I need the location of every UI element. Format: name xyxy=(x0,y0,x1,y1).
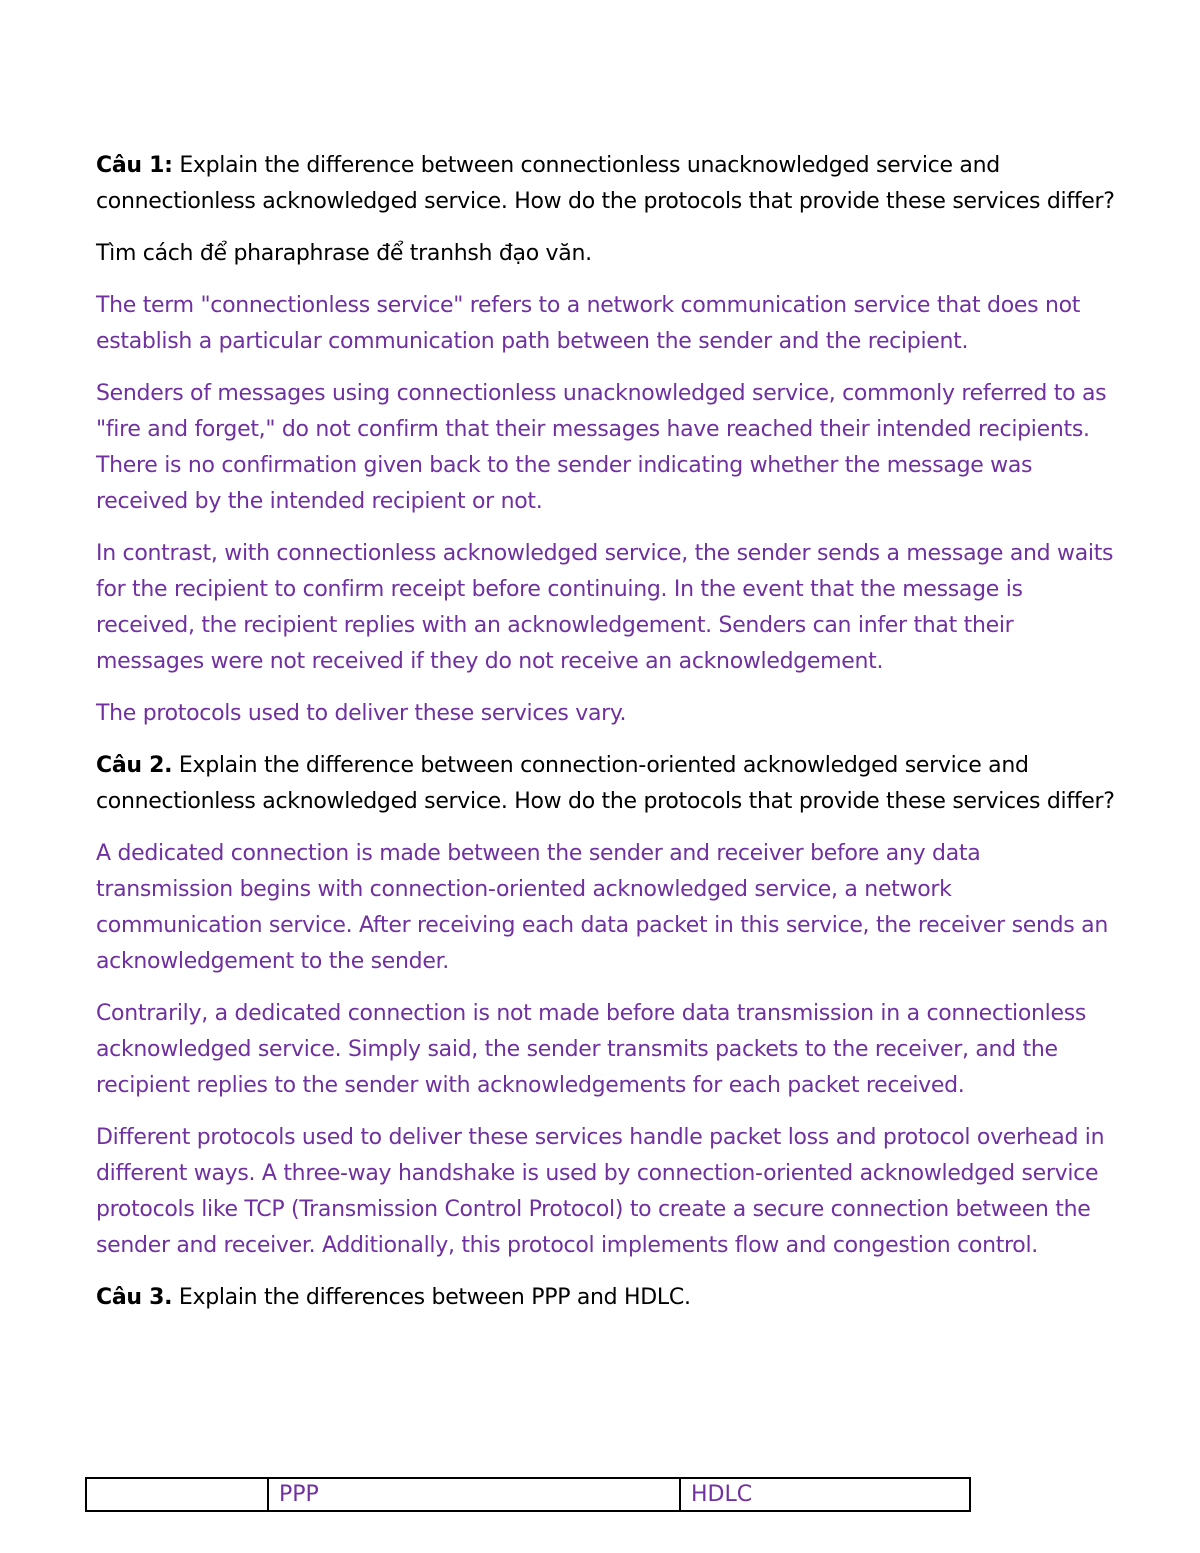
table-header-hdlc: HDLC xyxy=(680,1478,970,1511)
document-body xyxy=(96,148,1116,1332)
question-3-label: Câu 3. xyxy=(96,1285,173,1310)
answer-2-paragraph-3: Different protocols used to deliver these services handle packet loss and protocol overhead in different ways. A three-way handshake is used by connection-oriented acknowledged service protocols like TCP (Transmission Control Protocol) to create a secure connection between the sender and receiver. Additionally, this protocol implements flow and congestion control. xyxy=(96,1125,1105,1258)
question-1 xyxy=(96,148,1116,220)
paraphrase-note: Tìm cách để pharaphrase để tranhsh đạo văn. xyxy=(96,241,592,266)
table-header-empty-cell xyxy=(86,1478,268,1511)
answer-1-paragraph-2: Senders of messages using connectionless unacknowledged service, commonly referred to as "fire and forget," do not confirm that their messages have reached their intended recipients. There is no confirmation given back to the sender indicating whether the message was received by the intended recipient or not. xyxy=(96,381,1107,514)
question-1-label: Câu 1: xyxy=(96,153,173,178)
table-header-ppp: PPP xyxy=(268,1478,680,1511)
question-1-text: Explain the difference between connectionless unacknowledged service and connectionless acknowledged service. How do the protocols that provide these services differ? xyxy=(96,153,1115,214)
answer-1-paragraph-1: The term "connectionless service" refers to a network communication service that does not establish a particular communication path between the sender and the recipient. xyxy=(96,293,1081,354)
answer-2-paragraph-2: Contrarily, a dedicated connection is not made before data transmission in a connectionless acknowledged service. Simply said, the sender transmits packets to the receiver, and the recipient replies to the sender with acknowledgements for each packet received. xyxy=(96,1001,1087,1098)
answer-2-paragraph-1: A dedicated connection is made between the sender and receiver before any data transmission begins with connection-oriented acknowledged service, a network communication service. After receiving each data packet in this service, the receiver sends an acknowledgement to the sender. xyxy=(96,841,1108,974)
question-2-label: Câu 2. xyxy=(96,753,173,778)
question-3 xyxy=(96,1280,1116,1316)
answer-1-paragraph-3: In contrast, with connectionless acknowledged service, the sender sends a message and waits for the recipient to confirm receipt before continuing. In the event that the message is received, the recipient replies with an acknowledgement. Senders can infer that their messages were not received if they do not receive an acknowledgement. xyxy=(96,541,1114,674)
question-3-text: Explain the differences between PPP and HDLC. xyxy=(172,1285,691,1310)
answer-1-paragraph-4: The protocols used to deliver these services vary. xyxy=(96,701,627,726)
table-header-row xyxy=(86,1478,970,1511)
question-2-text: Explain the difference between connection-oriented acknowledged service and connectionless acknowledged service. How do the protocols that provide these services differ? xyxy=(96,753,1115,814)
question-2 xyxy=(96,748,1116,820)
ppp-hdlc-comparison-table xyxy=(85,1477,971,1512)
